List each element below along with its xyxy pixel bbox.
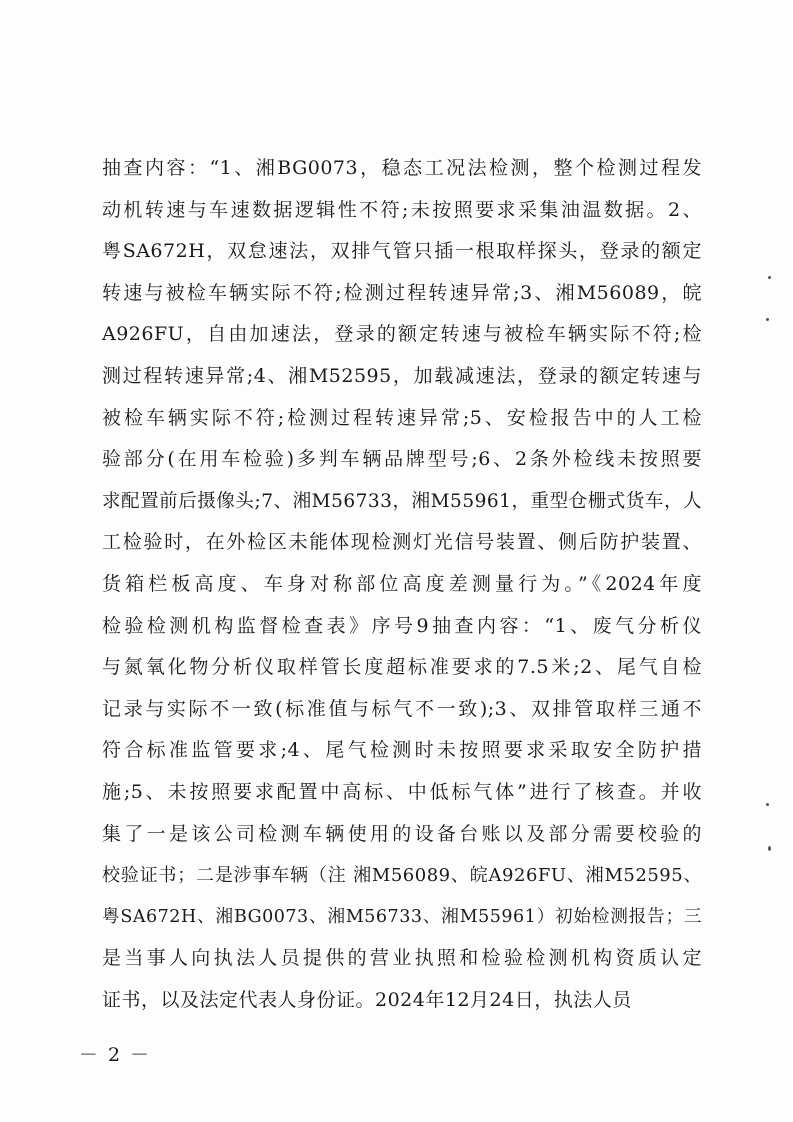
text-line: 是当事人向执法人员提供的营业执照和检验检测机构资质认定 [102, 947, 702, 970]
scan-speck [768, 846, 771, 851]
text-line: 检验检测机构监督检查表》序号9抽查内容：“1、废气分析仪 [102, 614, 702, 637]
body-text [102, 148, 702, 1021]
text-line: 求配置前后摄像头;7、湘M56733，湘M55961，重型仓栅式货车，人 [102, 490, 702, 512]
scan-speck [766, 318, 769, 321]
text-line: 抽查内容：“1、湘BG0073，稳态工况法检测，整个检测过程发 [102, 157, 702, 179]
scan-speck [766, 803, 769, 806]
text-line: 验部分(在用车检验)多判车辆品牌型号;6、2条外检线未按照要 [102, 448, 702, 471]
text-line: 证书，以及法定代表人身份证。2024年12月24日，执法人员 [102, 988, 632, 1011]
text-line: 粤SA672H、湘BG0073、湘M56733、湘M55961）初始检测报告；三 [102, 906, 702, 927]
text-line: 记录与实际不一致(标准值与标气不一致);3、双排管取样三通不 [102, 697, 702, 720]
text-line: 粤SA672H，双怠速法，双排气管只插一根取样探头，登录的额定 [102, 240, 702, 263]
text-line: 符合标准监管要求;4、尾气检测时未按照要求采取安全防护措 [102, 739, 702, 762]
text-line: 集了一是该公司检测车辆使用的设备台账以及部分需要校验的 [102, 822, 702, 845]
scan-speck [768, 276, 771, 279]
text-line: 测过程转速异常;4、湘M52595，加载减速法，登录的额定转速与 [102, 364, 702, 387]
text-line: 施;5、未按照要求配置中高标、中低标气体”进行了核查。并收 [102, 780, 702, 803]
text-line: 工检验时，在外检区未能体现检测灯光信号装置、侧后防护装置、 [102, 531, 702, 554]
text-line: 被检车辆实际不符;检测过程转速异常;5、安检报告中的人工检 [102, 406, 702, 429]
text-line: 转速与被检车辆实际不符;检测过程转速异常;3、湘M56089，皖 [102, 281, 702, 304]
text-line: A926FU，自由加速法，登录的额定转速与被检车辆实际不符;检 [102, 323, 702, 346]
text-line: 动机转速与车速数据逻辑性不符;未按照要求采集油温数据。2、 [102, 198, 702, 221]
page-number: － 2 － [78, 1044, 152, 1066]
text-line: 货箱栏板高度、车身对称部位高度差测量行为。”《2024年度 [102, 572, 702, 595]
text-line: 与氮氧化物分析仪取样管长度超标准要求的7.5米;2、尾气自检 [102, 656, 702, 679]
text-line: 校验证书；二是涉事车辆（注 湘M56089、皖A926FU、湘M52595、 [102, 865, 702, 887]
